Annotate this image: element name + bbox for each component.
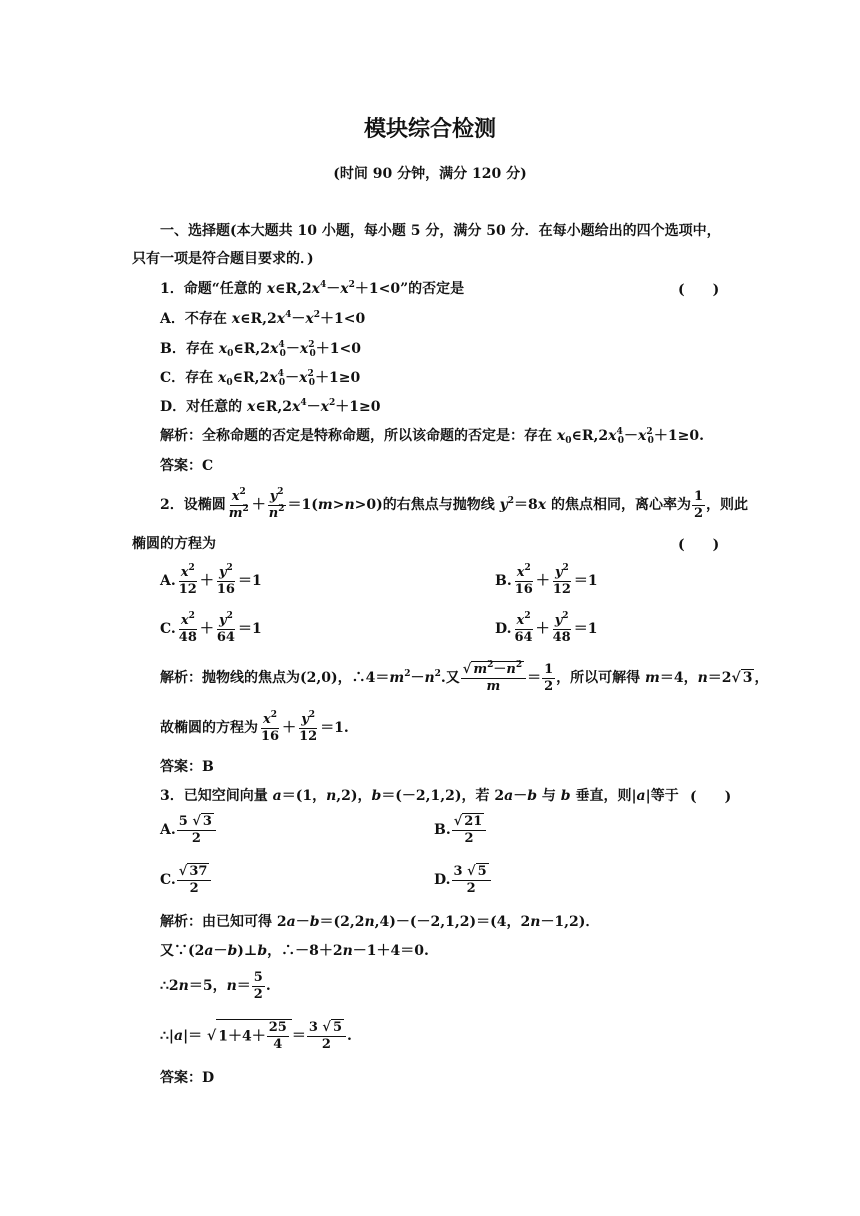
section-intro-line1: 一、选择题(本大题共 10 小题，每小题 5 分，满分 50 分．在每小题给出的四个选项中，: [160, 223, 721, 239]
q2-option-a: A. $\frac{x^2}{12}$ ＋ $\frac{y^2}{16}$ ＝1: [160, 562, 262, 597]
q2-answer: 答案：B: [160, 759, 214, 775]
q2-option-d: D. $\frac{x^2}{64}$ ＋ $\frac{y^2}{48}$ ＝1: [495, 610, 598, 645]
q2-frac-x2-m2: $\frac{x^2}{m^2}$: [228, 486, 249, 521]
q3-stem: 3．已知空间向量 a＝(1，n,2)，b＝(－2,1,2)，若 2a－b 与 b 垂直，则|a|等于: [160, 788, 679, 804]
q2-option-b: B. $\frac{x^2}{16}$ ＋ $\frac{y^2}{12}$ ＝1: [495, 562, 598, 597]
page-subtitle: (时间 90 分钟，满分 120 分): [333, 166, 527, 182]
q1-option-a: A．不存在 $x\in R,2x^4-x^2+1<0$: [160, 310, 366, 327]
q3-option-b: B. $\frac{√ 21}{2}$: [434, 812, 487, 848]
section-intro-line2: 只有一项是符合题目要求的．): [132, 251, 314, 267]
q2-analysis: 解析：抛物线的焦点为(2,0)，$\therefore 4=m^2-n^2$.又 $\frac{√ m^2-n^2}{m}$ ＝ $\frac{1}{2}$ ，所以可解得 m＝4，n＝2√ 3 ，: [160, 660, 769, 694]
q2-analysis-line2: 故椭圆的方程为 $\frac{x^2}{16}$ ＋ $\frac{y^2}{12}$ ＝1.: [160, 709, 349, 744]
q3-analysis-line3: ∴2n＝5，n＝ $\frac{5}{2}$ .: [160, 969, 271, 1002]
q3-analysis: 解析：由已知可得 2a－b＝(2,2n,4)－(－2,1,2)＝(4，2n－1,2)．: [160, 914, 600, 930]
q1-option-b: B．存在 $x_0\in R,2x^4_0-x^2_0+1<0$: [160, 340, 361, 359]
q3-answer-paren: ( ): [690, 789, 732, 805]
q3-analysis-line2: 又∵(2a－b)⊥b，∴－8＋2n－1＋4＝0.: [160, 943, 429, 959]
q1-answer-paren: ( ): [678, 282, 720, 298]
q1-answer: 答案：C: [160, 458, 214, 474]
q3-option-d: D. $\frac{3 √ 5}{2}$: [434, 862, 492, 898]
q1-option-c: C．存在 $x_0\in R,2x^4_0-x^2_0+1\ge 0$: [160, 369, 361, 388]
q2-frac-half: $\frac{1}{2}$: [694, 488, 704, 521]
q2-frac-y2-n2: $\frac{y^2}{n^2}$: [268, 486, 285, 521]
page-title: 模块综合检测: [363, 116, 496, 142]
q3-analysis-line4: ∴|a|＝ √ 1＋4＋ $\frac{25}{4}$ ＝ $\frac{3 √ 5}{2}$ .: [160, 1019, 352, 1052]
q1-option-d: D．对任意的 $x\in R,2x^4-x^2+1\ge 0$: [160, 398, 381, 415]
q2-stem-line2: 椭圆的方程为: [132, 536, 216, 552]
q1-stem: 1．命题“任意的 $x\in R,2x^4-x^2+1<0$”的否定是: [160, 280, 465, 297]
q2-answer-paren: ( ): [678, 537, 720, 553]
q2-option-c: C. $\frac{x^2}{48}$ ＋ $\frac{y^2}{64}$ ＝1: [160, 610, 262, 645]
q3-option-a: A. $\frac{5 √ 3}{2}$: [160, 812, 217, 848]
q2-stem: 2．设椭圆 $\frac{x^2}{m^2}$ ＋ $\frac{y^2}{n^2}$ ＝1(m>n>0)的右焦点与抛物线 $y^2=8x$ 的焦点相同，离心率为 $\frac{1}{2}$ ，则此: [160, 486, 749, 521]
q3-answer: 答案：D: [160, 1070, 215, 1086]
q3-option-c: C. $\frac{√ 37}{2}$: [160, 862, 212, 898]
q1-analysis: 解析：全称命题的否定是特称命题，所以该命题的否定是：存在 $x_0\in R,2x^4_0-x^2_0+1\ge 0$.: [160, 427, 704, 446]
